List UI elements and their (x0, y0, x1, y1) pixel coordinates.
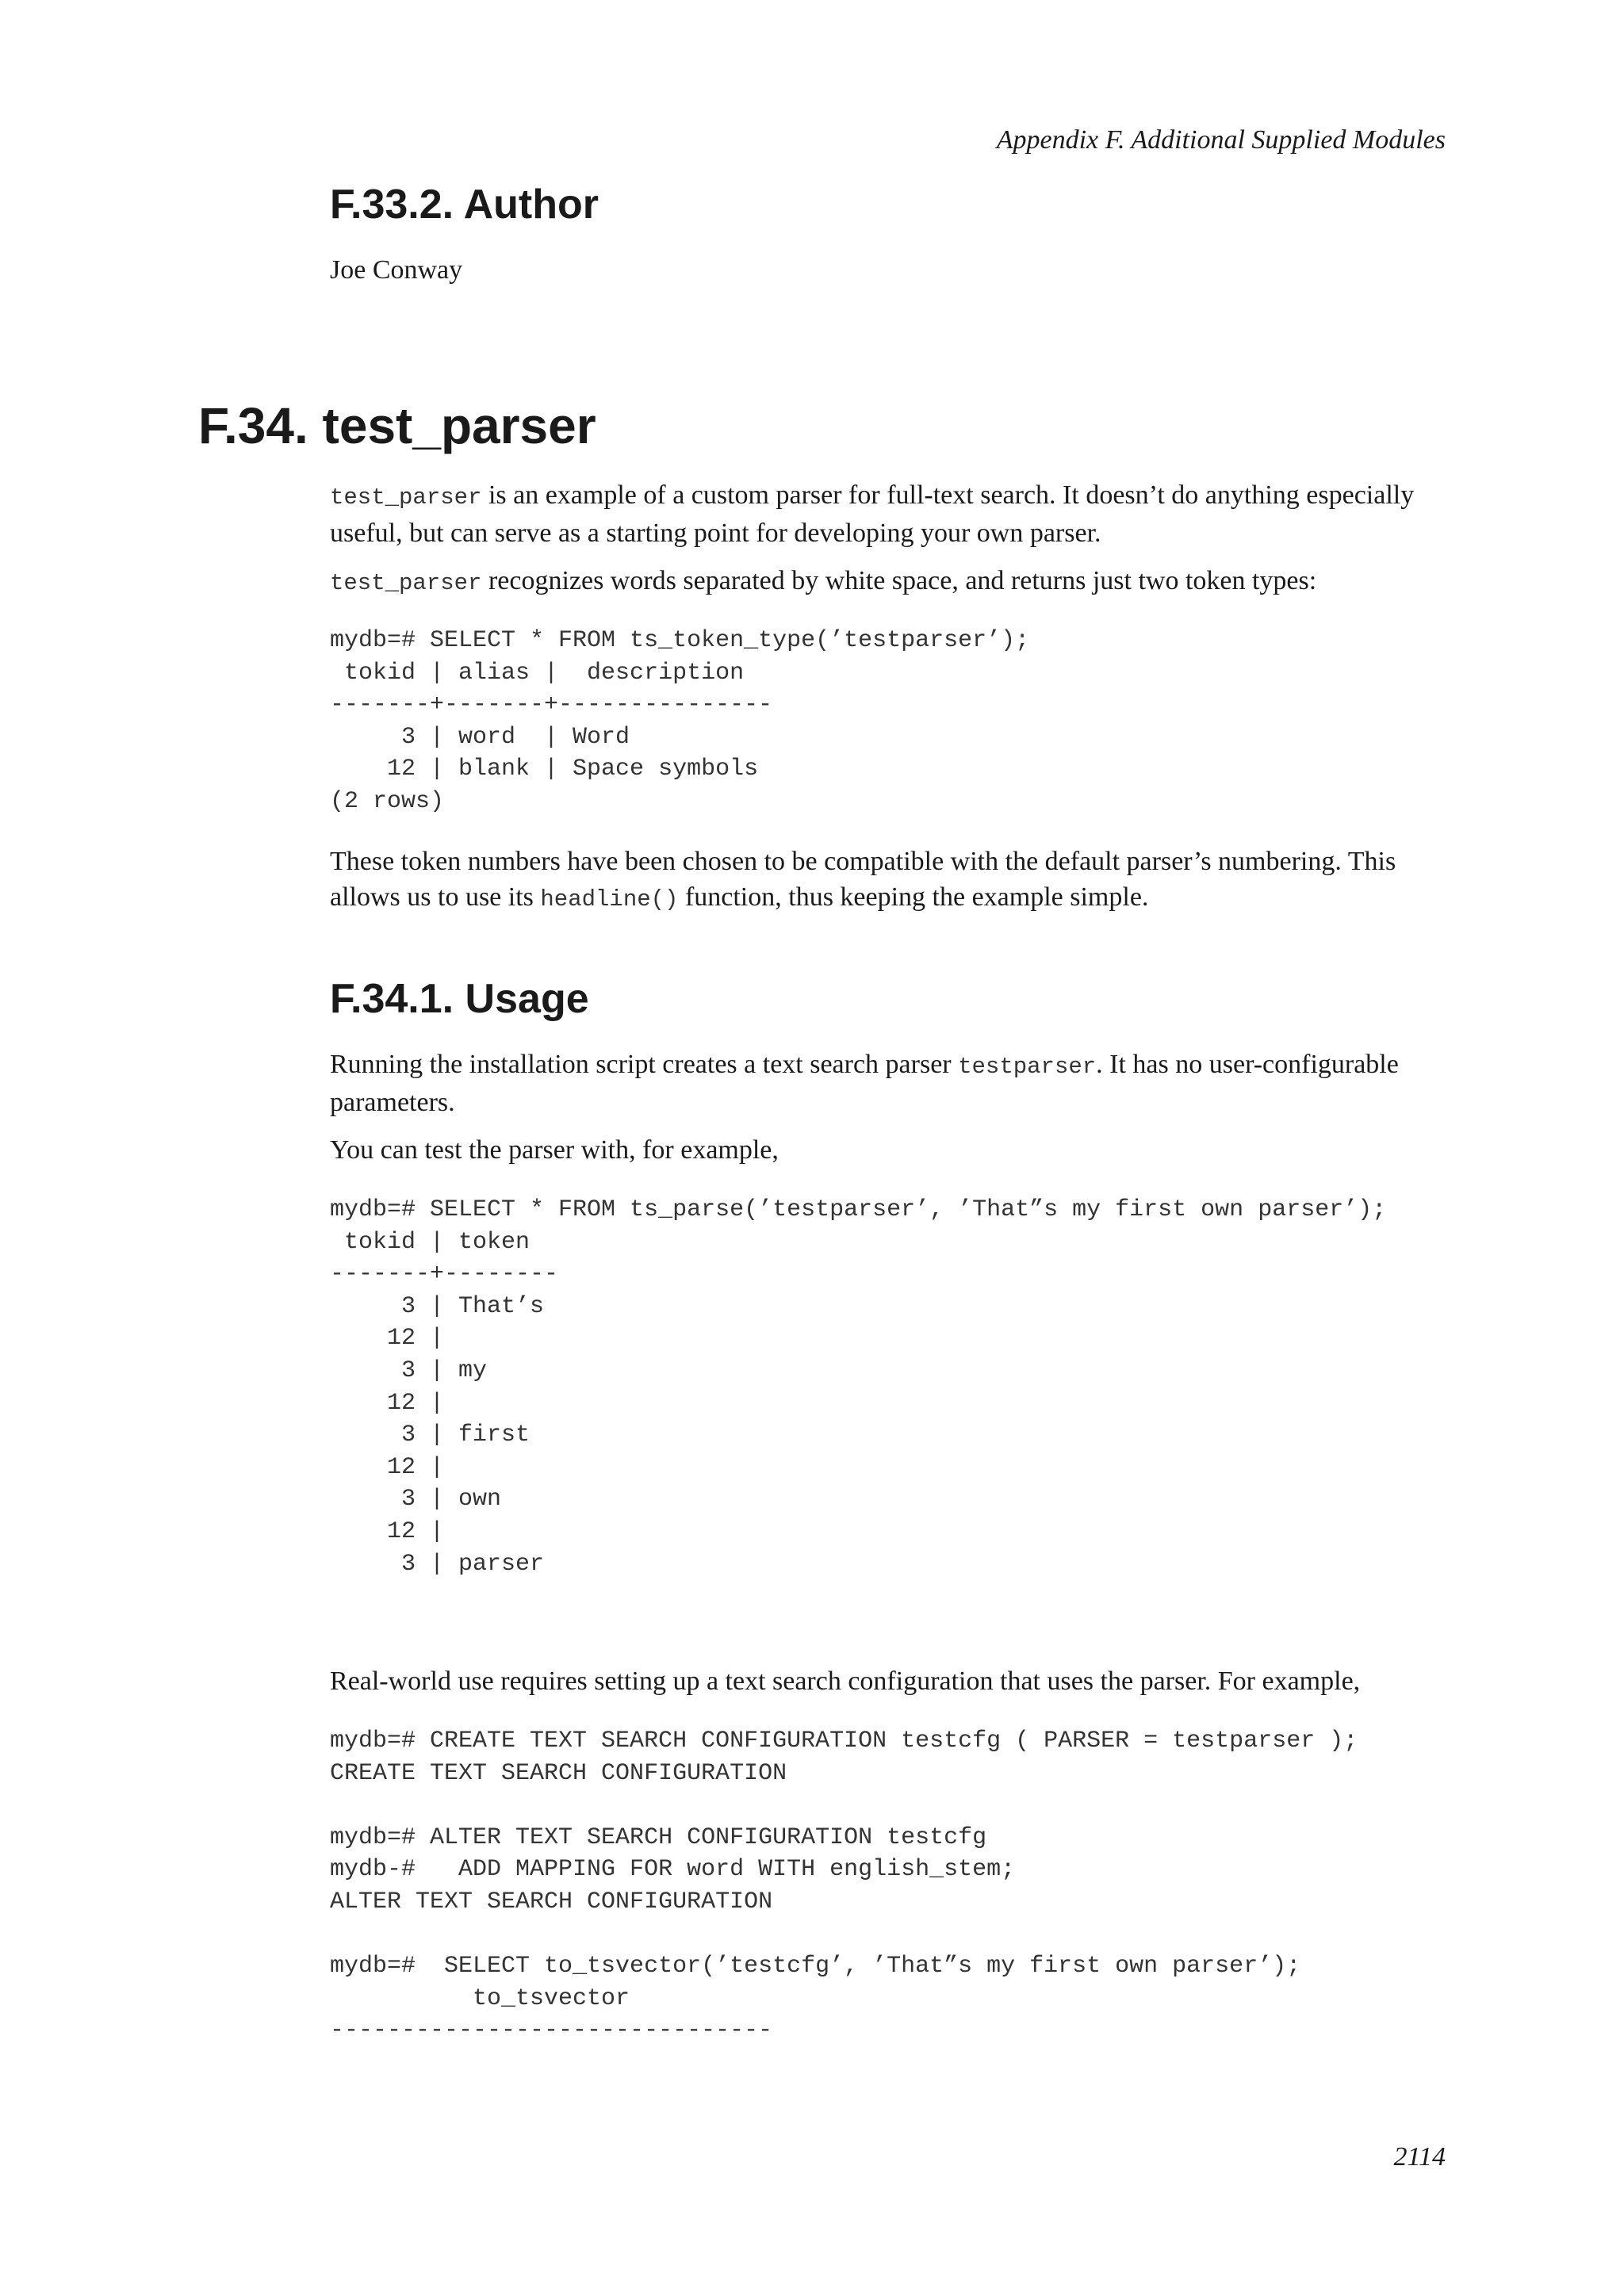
section-heading-usage: F.34.1. Usage (330, 976, 589, 1022)
token-types-paragraph (330, 563, 1443, 601)
inline-code: test_parser (330, 570, 482, 596)
intro-paragraph (330, 477, 1443, 551)
example-intro-paragraph: You can test the parser with, for example, (330, 1135, 779, 1165)
code-block-token-type: mydb=# SELECT * FROM ts_token_type(’testparser’); tokid | alias | description -------+-------+--------------- 3 | word | Word 12 | blank | Space symbols (2 rows) (330, 627, 1030, 815)
paragraph-text: . It has no user-configurable parameters. (330, 1050, 1399, 1117)
code-block-ts-parse: mydb=# SELECT * FROM ts_parse(’testparser’, ’That”s my first own parser’); tokid | token -------+-------- 3 | That’s 12 | 3 | my 12 | 3 | first 12 | 3 | own 12 | 3 | parser (330, 1196, 1387, 1578)
running-header: Appendix F. Additional Supplied Modules (996, 125, 1446, 155)
author-name: Joe Conway (330, 255, 463, 285)
inline-code: test_parser (330, 484, 482, 511)
page-number: 2114 (1393, 2142, 1446, 2172)
paragraph-text: recognizes words separated by white space, and returns just two token types: (481, 566, 1317, 595)
paragraph-text: Running the installation script creates a text search parser (330, 1050, 959, 1079)
section-heading-author: F.33.2. Author (330, 182, 599, 228)
token-numbers-paragraph (330, 844, 1443, 917)
chapter-heading-test-parser: F.34. test_parser (198, 397, 596, 454)
usage-paragraph (330, 1047, 1443, 1120)
paragraph-text: These token numbers have been chosen to be compatible with the default parser’s numbering. This allows us to use its (330, 847, 1396, 912)
inline-code: headline() (540, 886, 679, 913)
code-block-configuration: mydb=# CREATE TEXT SEARCH CONFIGURATION testcfg ( PARSER = testparser ); CREATE TEXT SEARCH CONFIGURATION mydb=# ALTER TEXT SEARCH CONFIGURATION testcfg mydb-# ADD MAPPING FOR word WITH english_stem; ALTER TEXT SEARCH CONFIGURATION mydb=# SELECT to_tsvector(’testcfg’, ’That”s my first own parser’); to_tsvector ------------------------------- (330, 1728, 1358, 2045)
paragraph-text: is an example of a custom parser for full-text search. It doesn’t do anything especially useful, but can serve as a starting point for developing your own parser. (330, 480, 1415, 548)
real-world-paragraph: Real-world use requires setting up a text search configuration that uses the parser. For example, (330, 1667, 1361, 1696)
inline-code: testparser (958, 1054, 1097, 1080)
paragraph-text: function, thus keeping the example simple. (678, 882, 1149, 912)
